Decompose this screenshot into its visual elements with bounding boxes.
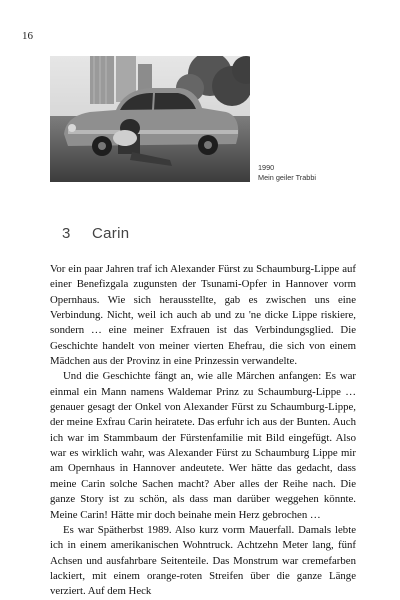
body-text: [50, 262, 356, 600]
paragraph: Es war Spätherbst 1989. Also kurz vorm Mauerfall. Damals lebte ich in einem amerikanischen Wohntruck. Achtzehn Meter lang, fünf Achsen und ausfahrbare Seitenteile. Das Monstrum war cremefarben lackiert, mit einem orange-roten Streifen über die ganze Länge verziert. Auf dem Heck: [50, 523, 356, 598]
paragraph: Und die Geschichte fängt an, wie alle Märchen anfangen: Es war einmal ein Mann namens Waldemar Prinz zu Schaumburg-Lippe … genauer gesagt der Onkel von Alexander Fürst zu Schaumburg-Lippe, der meine Exfrau Carin heiratete. Das erfuhr ich aus der Bunten. Auch ich war im Stammbaum der Fürstenfamilie mit Bild eingefügt. Also war es wirklich wahr, was Alexander Fürst zu Schaumburg Lippe mir am Opernhaus in Hannover andeutete. Wer hätte das gedacht, dass meine Carin solche Sachen macht? Aber alles der Reihe nach. Die ganze Story ist zu schön, als dass man darüber weggehen könnte. Meine Carin! Hätte mir doch beinahe mein Herz gebrochen …: [50, 370, 356, 521]
page-number: 16: [22, 30, 33, 42]
photo-caption-year: 1990: [258, 163, 275, 172]
photo-caption-text: Mein geiler Trabbi: [258, 173, 316, 182]
chapter-heading: [62, 225, 129, 242]
chapter-number: 3: [62, 225, 71, 242]
paragraph: Vor ein paar Jahren traf ich Alexander Fürst zu Schaumburg-Lippe auf einer Benefizgala zugunsten der Tsunami-Opfer in Hannover vorm Opernhaus. Wie sich herausstellte, gab es zwischen uns eine Verbindung. Nicht, weil ich auch ab und zu 'ne dicke Lippe riskiere, sondern … eine meiner Exfrauen ist das Verbindungsglied. Die Geschichte handelt von meiner vierten Ehefrau, die sich von einem Mädchen aus der Provinz in eine Prinzessin verwandelte.: [50, 263, 356, 368]
trabant-photo: [50, 56, 250, 182]
chapter-title: Carin: [92, 225, 130, 242]
